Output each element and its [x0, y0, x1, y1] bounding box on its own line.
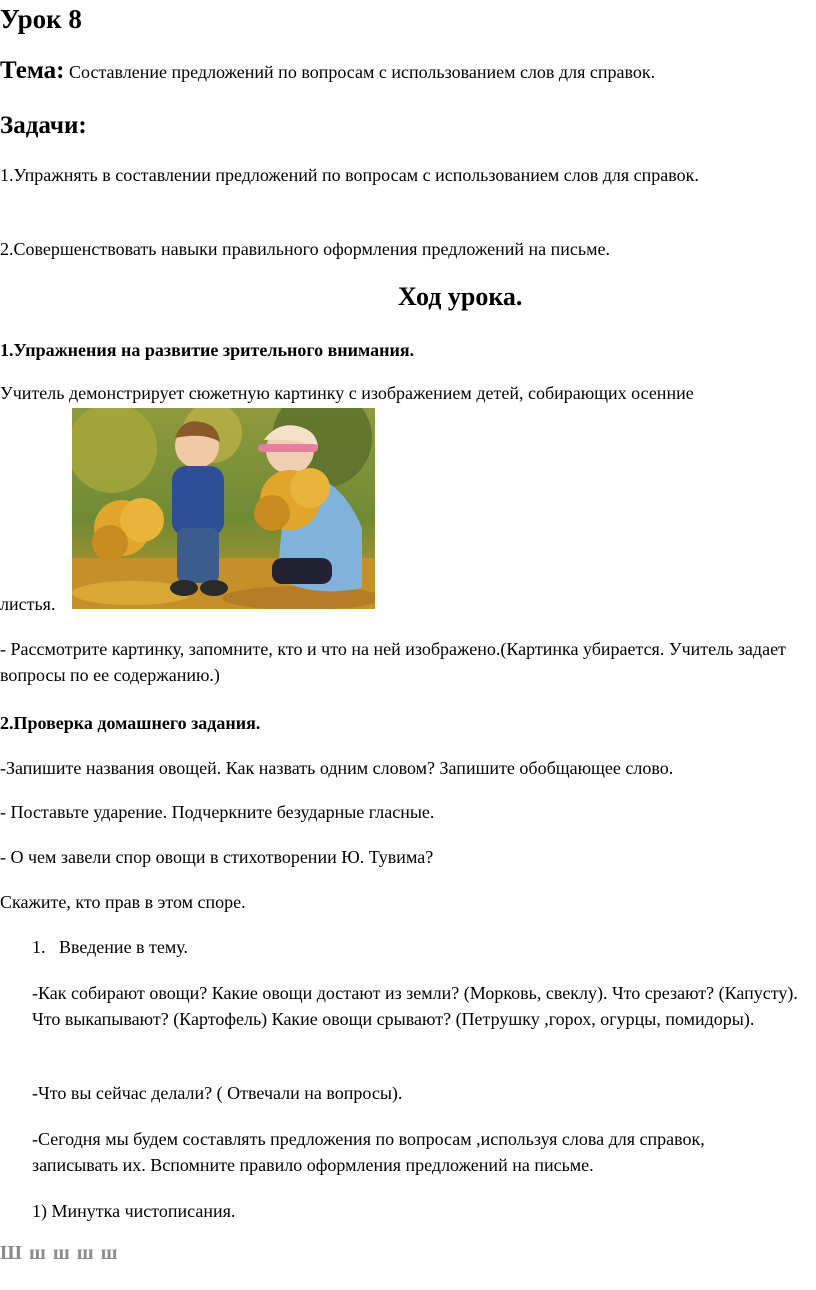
task-2: 2.Совершенствовать навыки правильного оформления предложений на письме. — [0, 239, 610, 259]
section-3-paragraph-4: 1) Минутка чистописания. — [32, 1201, 236, 1221]
section-1-line-1: Учитель демонстрирует сюжетную картинку с изображением детей, собирающих осенние — [0, 383, 694, 403]
section-3-number: 1. — [32, 937, 46, 957]
tasks-heading: Задачи: — [0, 112, 87, 139]
section-3-paragraph-1: -Как собирают овощи? Какие овощи достают из земли? (Морковь, свеклу). Что срезают? (Капусту). Что выкапывают? (Картофель) Какие овощи срывают? (Петрушку ,горох, огурцы, помидоры). — [32, 983, 798, 1029]
section-2-paragraph-3: - О чем завели спор овощи в стихотворении Ю. Тувима? — [0, 847, 434, 867]
section-1-paragraph-2: - Рассмотрите картинку, запомните, кто и что на ней изображено.(Картинка убирается. Учитель задает вопросы по ее содержанию.) — [0, 639, 786, 685]
section-1-heading: 1.Упражнения на развитие зрительного внимания. — [0, 340, 415, 360]
children-autumn-leaves-photo — [72, 408, 375, 609]
section-3-title: Введение в тему. — [59, 937, 188, 957]
section-2-heading: 2.Проверка домашнего задания. — [0, 713, 261, 733]
section-3-heading — [32, 934, 188, 960]
section-2-paragraph-1: -Запишите названия овощей. Как назвать одним словом? Запишите обобщающее слово. — [0, 758, 674, 778]
lesson-title: Урок 8 — [0, 4, 82, 34]
section-1-line-2: листья. — [0, 594, 56, 614]
topic-text: Составление предложений по вопросам с использованием слов для справок. — [64, 62, 656, 82]
lesson-topic — [0, 57, 655, 85]
section-3-paragraph-3: -Сегодня мы будем составлять предложения по вопросам ,используя слова для справок, записывать их. Вспомните правило оформления предложений на письме. — [32, 1129, 705, 1175]
task-1: 1.Упражнять в составлении предложений по вопросам с использованием слов для справок. — [0, 165, 699, 185]
section-2-paragraph-4: Скажите, кто прав в этом споре. — [0, 892, 246, 912]
handwriting-letters: Ш ш ш ш ш — [0, 1242, 119, 1264]
topic-label: Тема: — [0, 57, 65, 84]
section-2-paragraph-2: - Поставьте ударение. Подчеркните безударные гласные. — [0, 802, 435, 822]
lesson-course-heading: Ход урока. — [398, 282, 523, 311]
section-3-paragraph-2: -Что вы сейчас делали? ( Отвечали на вопросы). — [32, 1083, 403, 1103]
